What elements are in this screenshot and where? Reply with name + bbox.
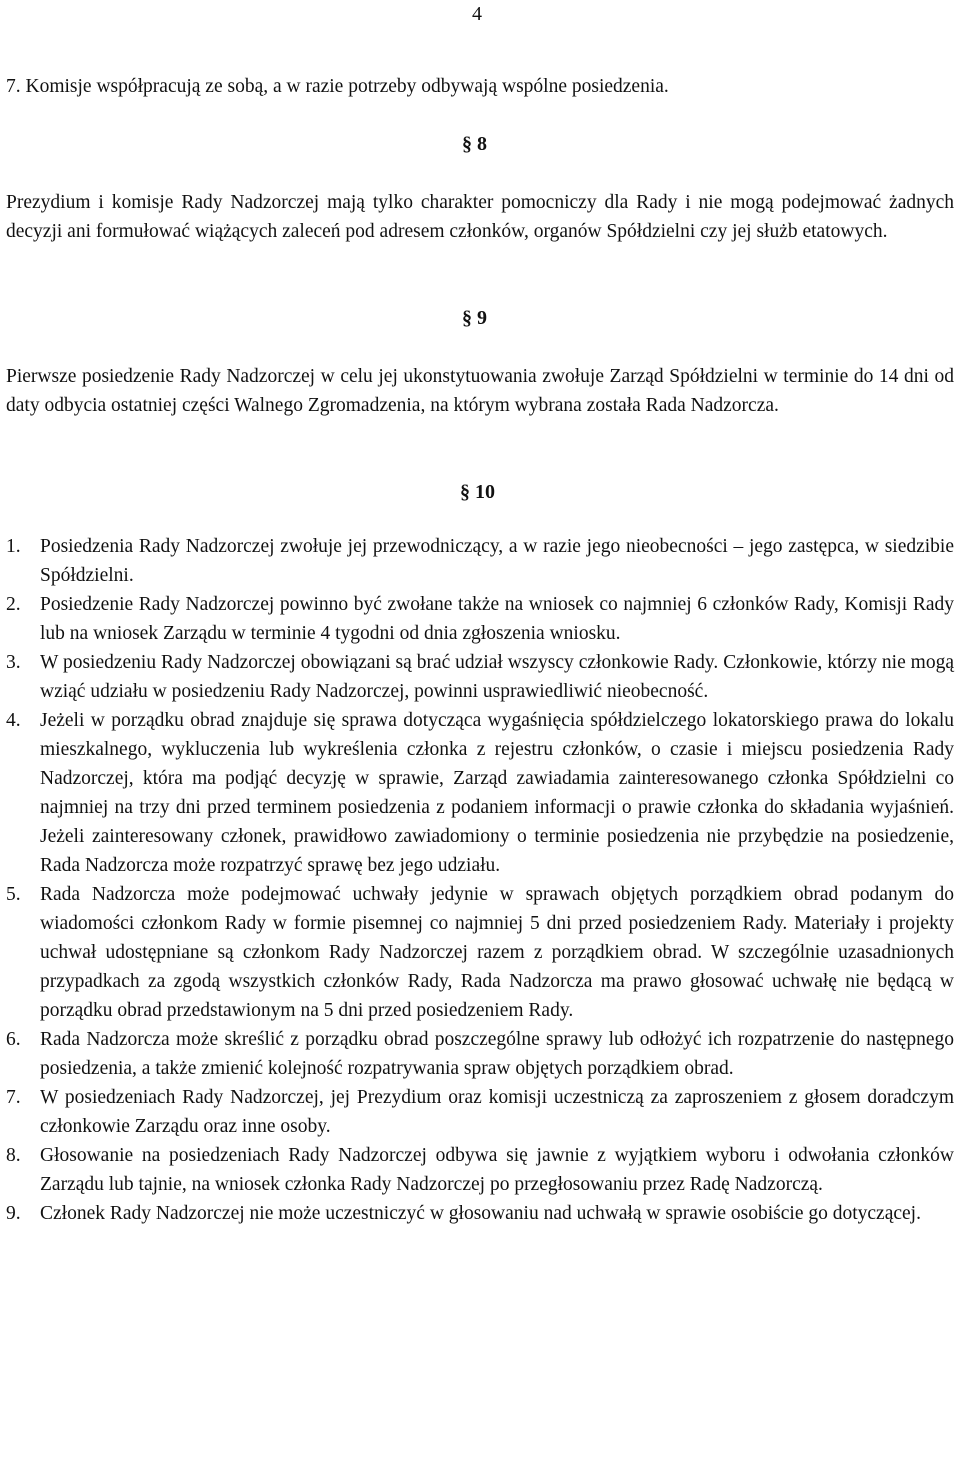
list-item-text: W posiedzeniach Rady Nadzorczej, jej Prezydium oraz komisji uczestniczą za zaproszeniem z głosem doradczym członkowie Zarządu oraz inne osoby. xyxy=(40,1087,954,1137)
list-item-number: 8. xyxy=(6,1145,21,1166)
list-item xyxy=(6,590,954,648)
list-item xyxy=(6,1025,954,1083)
list-item-text: Członek Rady Nadzorczej nie może uczestniczyć w głosowaniu nad uchwałą w sprawie osobiście go dotyczącej. xyxy=(40,1203,921,1224)
section-9-heading: § 9 xyxy=(462,307,487,329)
list-item-text: Rada Nadzorcza może skreślić z porządku obrad poszczególne sprawy lub odłożyć ich rozpatrzenie do następnego posiedzenia, a także zmienić kolejność rozpatrywania spraw objętych porządkiem obrad. xyxy=(40,1029,954,1079)
list-item-text: Głosowanie na posiedzeniach Rady Nadzorczej odbywa się jawnie z wyjątkiem wyboru i odwołania członków Zarządu lub tajnie, na wniosek członka Rady Nadzorczej po przegłosowaniu przez Radę Nadzorczą. xyxy=(40,1145,954,1195)
list-item-number: 1. xyxy=(6,536,21,557)
list-item-text: Posiedzenie Rady Nadzorczej powinno być zwołane także na wniosek co najmniej 6 członków Rady, Komisji Rady lub na wniosek Zarządu w terminie 4 tygodni od dnia zgłoszenia wniosku. xyxy=(40,594,954,644)
list-item-number: 9. xyxy=(6,1203,21,1224)
list-item-number: 5. xyxy=(6,884,21,905)
list-item xyxy=(6,1083,954,1141)
list-item-text: W posiedzeniu Rady Nadzorczej obowiązani są brać udział wszyscy członkowie Rady. Członkowie, którzy nie mogą wziąć udziału w posiedzeniu Rady Nadzorczej, powinni usprawiedliwić nieobecność. xyxy=(40,652,954,702)
intro-item: 7. Komisje współpracują ze sobą, a w razie potrzeby odbywają wspólne posiedzenia. xyxy=(6,76,669,97)
section-10-list xyxy=(6,532,954,1228)
list-item-number: 4. xyxy=(6,710,21,731)
section-8-text: Prezydium i komisje Rady Nadzorczej mają tylko charakter pomocniczy dla Rady i nie mogą podejmować żadnych decyzji ani formułować wiążących zaleceń pod adresem członków, organów Spółdzielni czy jej służb etatowych. xyxy=(6,192,954,242)
section-9-text: Pierwsze posiedzenie Rady Nadzorczej w celu jej ukonstytuowania zwołuje Zarząd Spółdzielni w terminie do 14 dni od daty odbycia ostatniej części Walnego Zgromadzenia, na którym wybrana została Rada Nadzorcza. xyxy=(6,366,954,416)
page-number: 4 xyxy=(472,3,482,25)
list-item xyxy=(6,532,954,590)
section-10-heading: § 10 xyxy=(460,481,495,503)
list-item-text: Posiedzenia Rady Nadzorczej zwołuje jej przewodniczący, a w razie jego nieobecności – jego zastępca, w siedzibie Spółdzielni. xyxy=(40,536,954,586)
section-8-heading: § 8 xyxy=(462,133,487,155)
list-item xyxy=(6,648,954,706)
list-item-text: Rada Nadzorcza może podejmować uchwały jedynie w sprawach objętych porządkiem obrad podanym do wiadomości członkom Rady w formie pisemnej co najmniej 5 dni przed posiedzeniem Rady. Materiały i projekty uchwał udostępniane są członkom Rady Nadzorczej razem z porządkiem obrad. W szczególnie uzasadnionych przypadkach za zgodą wszystkich członków Rady, Rada Nadzorcza ma prawo głosować uchwałę nie będącą w porządku obrad przedstawionym na 5 dni przed posiedzeniem Rady. xyxy=(40,884,954,1021)
list-item xyxy=(6,880,954,1025)
list-item-number: 3. xyxy=(6,652,21,673)
list-item-number: 7. xyxy=(6,1087,21,1108)
list-item-number: 6. xyxy=(6,1029,21,1050)
list-item-text: Jeżeli w porządku obrad znajduje się sprawa dotycząca wygaśnięcia spółdzielczego lokatorskiego prawa do lokalu mieszkalnego, wykluczenia lub wykreślenia członka z rejestru członków, o czasie i miejscu posiedzenia Rady Nadzorczej, która ma podjąć decyzję w sprawie, Zarząd zawiadamia zainteresowanego członka Spółdzielni co najmniej na trzy dni przed terminem posiedzenia z podaniem informacji o prawie członka do składania wyjaśnień. Jeżeli zainteresowany członek, prawidłowo zawiadomiony o terminie posiedzenia nie przybędzie na posiedzenie, Rada Nadzorcza może rozpatrzyć sprawę bez jego udziału. xyxy=(40,710,954,876)
list-item xyxy=(6,706,954,880)
list-item xyxy=(6,1141,954,1199)
list-item-number: 2. xyxy=(6,594,21,615)
list-item xyxy=(6,1199,954,1228)
